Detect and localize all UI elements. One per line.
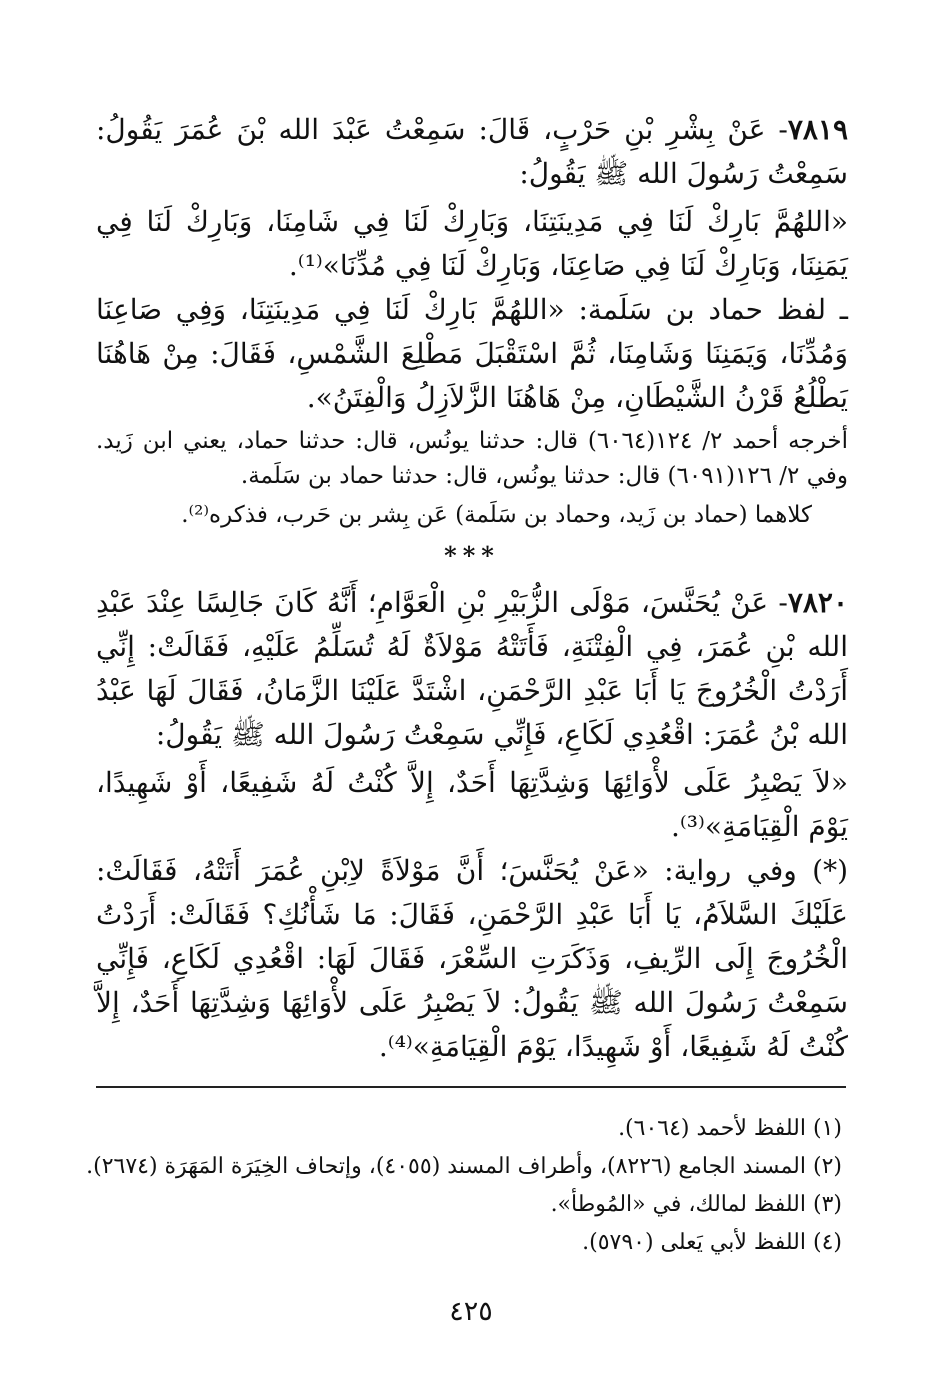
footnote-divider	[96, 1086, 846, 1088]
hadith-7819-matn: «اللهُمَّ بَارِكْ لَنَا فِي مَدِينَتِنَا، وَبَارِكْ لَنَا فِي شَامِنَا، وَبَارِكْ لَنَا فِي يَمَنِنَا، وَبَارِكْ لَنَا فِي صَاعِنَا، وَبَارِكْ لَنَا فِي مُدِّنَا»⁽¹⁾.	[96, 205, 848, 282]
hadith-7819-variant: ـ لفظ حماد بن سَلَمة: «اللهُمَّ بَارِكْ لَنَا فِي مَدِينَتِنَا، وَفِي صَاعِنَا وَمُدِّنَا، وَيَمَنِنَا وَشَامِنَا، ثُمَّ اسْتَقْبَلَ مَطْلِعَ الشَّمْسِ، فَقَالَ: مِنْ هَاهُنَا يَطْلُعُ قَرْنُ الشَّيْطَانِ، مِنْ هَاهُنَا الزَّلاَزِلُ وَالْفِتَنُ».	[96, 293, 848, 414]
hadith-text: - عَنْ يُحَنَّسَ، مَوْلَى الزُّبَيْرِ بْنِ الْعَوَّامِ؛ أَنَّهُ كَانَ جَالِسًا عِنْدَ عَبْدِ الله بْنِ عُمَرَ، فِي الْفِتْنَةِ، فَأَتَتْهُ مَوْلاَةٌ لَهُ تُسَلِّمُ عَلَيْهِ، فَقَالَتْ: إِنِّي أَرَدْتُ الْخُرُوجَ يَا أَبَا عَبْدِ الرَّحْمَنِ، اشْتَدَّ عَلَيْنَا الزَّمَانُ، فَقَالَ لَهَا عَبْدُ الله بْنُ عُمَرَ: اقْعُدِي لَكَاعِ، فَإِنِّي سَمِعْتُ رَسُولَ الله ﷺ يَقُولُ:	[96, 586, 848, 751]
hadith-number: ٧٨١٩	[787, 113, 848, 146]
hadith-7820-isnad	[96, 581, 848, 757]
hadith-7820-riwaya: (*) وفي رواية: «عَنْ يُحَنَّسَ؛ أَنَّ مَوْلاَةً لاِبْنِ عُمَرَ أَتَتْهُ، فَقَالَتْ: عَلَيْكَ السَّلاَمُ، يَا أَبَا عَبْدِ الرَّحْمَنِ، فَقَالَ: مَا شَأْنُكِ؟ فَقَالَتْ: أَرَدْتُ الْخُرُوجَ إِلَى الرِّيفِ، وَذَكَرَتِ السِّعْرَ، فَقَالَ لَهَا: اقْعُدِي لَكَاعِ، فَإِنِّي سَمِعْتُ رَسُولَ الله ﷺ يَقُولُ: لاَ يَصْبِرُ عَلَى لأْوَائِهَا وَشِدَّتِهَا أَحَدٌ، إِلاَّ كُنْتُ لَهُ شَفِيعًا، أَوْ شَهِيدًا، يَوْمَ الْقِيَامَةِ»⁽⁴⁾.	[96, 854, 848, 1063]
hadith-7819-takhrij: أخرجه أحمد ٢/ ١٢٤(٦٠٦٤) قال: حدثنا يونُس، قال: حدثنا حماد، يعني ابن زَيد. وفي ٢/ ١٢٦(٦٠٩١) قال: حدثنا يونُس، قال: حدثنا حماد بن سَلَمة.	[96, 428, 848, 489]
footnote-4: (٤) اللفظ لأبي يَعلى (٥٧٩٠).	[582, 1230, 842, 1255]
section-separator: ***	[444, 541, 500, 570]
footnote-1: (١) اللفظ لأحمد (٦٠٦٤).	[618, 1116, 842, 1141]
footnote-3: (٣) اللفظ لمالك، في «المُوطأ».	[550, 1192, 842, 1217]
footnote-2: (٢) المسند الجامع (٨٢٢٦)، وأطراف المسند (٤٠٥٥)، وإتحاف الخِيَرَة المَهَرَة (٢٦٧٤).	[86, 1154, 842, 1179]
hadith-7819-isnad	[96, 108, 848, 196]
page-body	[96, 108, 848, 1069]
hadith-number: ٧٨٢٠	[787, 586, 848, 619]
footnotes	[86, 1110, 848, 1262]
page-number: ٤٢٥	[449, 1296, 493, 1327]
hadith-text: - عَنْ بِشْرِ بْنِ حَرْبٍ، قَالَ: سَمِعْتُ عَبْدَ الله بْنَ عُمَرَ يَقُولُ: سَمِعْتُ رَسُولَ الله ﷺ يَقُولُ:	[96, 113, 848, 190]
hadith-7820-matn: «لاَ يَصْبِرُ عَلَى لأْوَائِهَا وَشِدَّتِهَا أَحَدٌ، إِلاَّ كُنْتُ لَهُ شَفِيعًا، أَوْ شَهِيدًا، يَوْمَ الْقِيَامَةِ»⁽³⁾.	[96, 766, 848, 843]
hadith-7819-takhrij-summary: كلاهما (حماد بن زَيد، وحماد بن سَلَمة) عَن بِشر بن حَرب، فذكره⁽²⁾.	[181, 502, 812, 528]
